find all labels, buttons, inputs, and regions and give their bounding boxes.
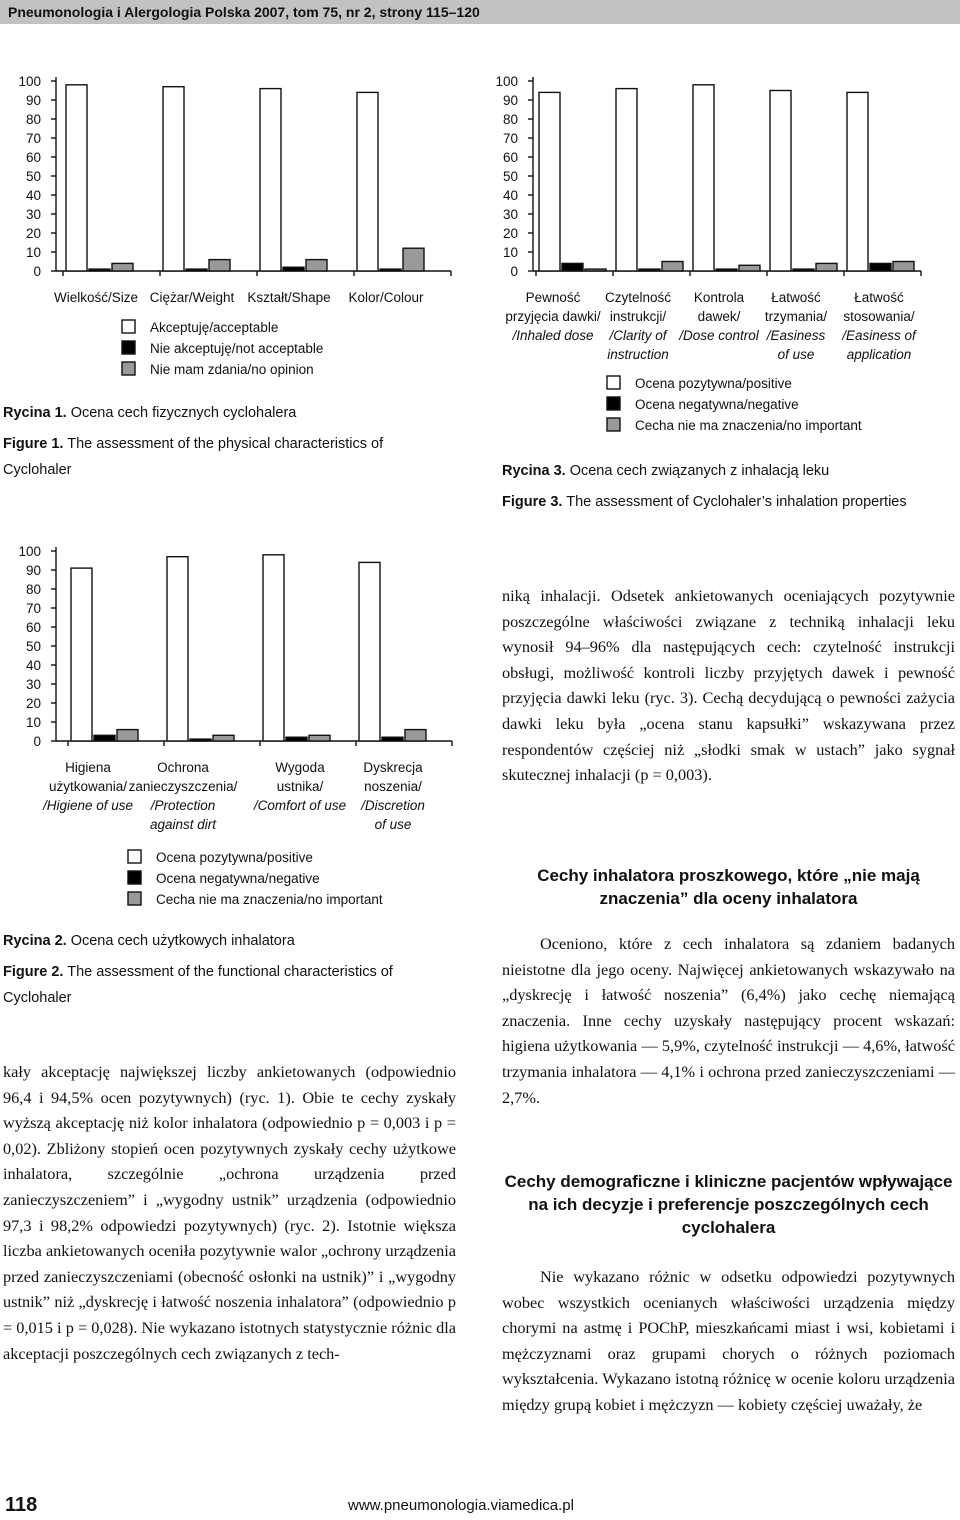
category-label: Kolor/Colour xyxy=(348,290,424,305)
legend-swatch xyxy=(122,362,135,375)
y-tick-label: 40 xyxy=(502,188,518,203)
category-label: of use xyxy=(777,347,815,362)
bar-neutral xyxy=(306,260,327,271)
category-label: /Easiness of xyxy=(842,328,916,343)
running-head: Pneumonologia i Alergologia Polska 2007, tom 75, nr 2, strony 115–120 xyxy=(0,0,960,24)
category-label: Kontrola xyxy=(693,290,745,305)
bar-neutral xyxy=(405,730,426,741)
legend-label: Ocena negatywna/negative xyxy=(635,397,799,412)
category-label: instruction xyxy=(607,347,669,362)
y-tick-label: 100 xyxy=(18,544,41,559)
bar-negative xyxy=(716,269,737,271)
bar-neutral xyxy=(117,730,138,741)
bar-positive xyxy=(616,89,637,271)
bar-negative xyxy=(382,737,403,741)
bar-negative xyxy=(639,269,660,271)
figure-3-en-title: The assessment of Cyclohaler’s inhalation properties xyxy=(566,494,907,510)
y-tick-label: 30 xyxy=(25,207,41,222)
category-label: zanieczyszczenia/ xyxy=(128,779,238,794)
bar-negative xyxy=(380,269,401,271)
bar-negative xyxy=(89,269,110,271)
y-tick-label: 30 xyxy=(502,207,518,222)
y-tick-label: 50 xyxy=(25,169,41,184)
y-tick-label: 50 xyxy=(502,169,518,184)
category-label: przyjęcia dawki/ xyxy=(505,309,601,324)
y-tick-label: 0 xyxy=(33,734,41,749)
bar-positive xyxy=(71,568,92,741)
y-tick-label: 100 xyxy=(18,74,41,89)
figure-1-en-label: Figure 1. xyxy=(3,436,64,452)
right-column-paragraph-2: Oceniono, które z cech inhalatora są zdaniem badanych nieistotne dla jego oceny. Najwięcej ankietowanych wskazywało na „dyskrecję i łatwość noszenia” (6,4%) jako cechę niemającą znaczenia. Inne cechy uzyskały następujący procent wskazań: higiena użytkowania — 5,9%, czytelność instrukcji — 4,6%, łatwość trzymania inhalatora — 4,1% i ochrona przed zanieczyszczeniami — 2,7%. xyxy=(502,934,955,1107)
figure-1-chart xyxy=(0,60,460,380)
legend-swatch xyxy=(607,397,620,410)
legend-label: Cecha nie ma znaczenia/no important xyxy=(635,418,862,433)
category-label: trzymania/ xyxy=(764,309,828,324)
bar-neutral xyxy=(816,263,837,271)
bar-neutral xyxy=(209,260,230,271)
legend-label: Ocena negatywna/negative xyxy=(156,871,320,886)
category-label: application xyxy=(846,347,912,362)
figure-2-pl-title: Ocena cech użytkowych inhalatora xyxy=(70,933,295,949)
y-tick-label: 80 xyxy=(25,112,41,127)
category-label: noszenia/ xyxy=(364,779,422,794)
figure-2-en-title: The assessment of the functional characteristics of Cyclohaler xyxy=(3,964,393,1006)
section-heading-demographic: Cechy demograficzne i kliniczne pacjentów wpływające na ich decyzje i preferencje poszczególnych cech cyclohalera xyxy=(504,1172,953,1237)
bar-neutral xyxy=(213,735,234,741)
figure-3-en-label: Figure 3. xyxy=(502,494,563,510)
footer-url: www.pneumonologia.viamedica.pl xyxy=(348,1497,574,1514)
bar-positive xyxy=(359,562,380,741)
legend-swatch xyxy=(607,376,620,389)
y-tick-label: 80 xyxy=(502,112,518,127)
legend-swatch xyxy=(607,418,620,431)
figure-1-caption xyxy=(3,400,443,483)
bar-positive xyxy=(539,92,560,271)
y-tick-label: 0 xyxy=(510,264,518,279)
figure-1-pl-title: Ocena cech fizycznych cyclohalera xyxy=(70,405,297,421)
bar-positive xyxy=(263,555,284,741)
legend-swatch xyxy=(128,850,141,863)
category-label: Kształt/Shape xyxy=(247,290,331,305)
bar-negative xyxy=(562,263,583,271)
legend-label: Akceptuję/acceptable xyxy=(150,320,279,335)
bar-negative xyxy=(190,739,211,741)
category-label: /Easiness xyxy=(766,328,826,343)
y-tick-label: 50 xyxy=(25,639,41,654)
y-tick-label: 40 xyxy=(25,188,41,203)
y-tick-label: 60 xyxy=(502,150,518,165)
category-label: /Comfort of use xyxy=(253,798,347,813)
category-label: /Clarity of xyxy=(609,328,667,343)
legend-label: Nie akceptuję/not acceptable xyxy=(150,341,324,356)
figure-3-caption xyxy=(502,458,952,515)
category-label: Wielkość/Size xyxy=(53,290,139,305)
bar-neutral xyxy=(112,263,133,271)
right-column-paragraph-3: Nie wykazano różnic w odsetku odpowiedzi pozytywnych wobec wszystkich ocenianych właściwości urządzenia między chorymi na astmę i POChP, mieszkańcami miast i wsi, kobietami i mężczyznami oraz grupami chorych o różnych poziomach wykształcenia. Wykazano istotną różnicę w ocenie koloru urządzenia między grupą kobiet i mężczyzn — kobiety częściej uważały, że xyxy=(502,1267,955,1414)
figure-3-pl-title: Ocena cech związanych z inhalacją leku xyxy=(569,463,830,479)
y-tick-label: 0 xyxy=(33,264,41,279)
category-label: /Inhaled dose xyxy=(512,328,594,343)
bar-negative xyxy=(94,735,115,741)
y-tick-label: 30 xyxy=(25,677,41,692)
y-tick-label: 10 xyxy=(502,245,518,260)
y-tick-label: 80 xyxy=(25,582,41,597)
category-label: Łatwość xyxy=(854,290,904,305)
category-label: Dyskrecja xyxy=(363,760,423,775)
figure-2-en-label: Figure 2. xyxy=(3,964,64,980)
figure-2-chart xyxy=(0,532,470,912)
category-label: Wygoda xyxy=(275,760,325,775)
bar-negative xyxy=(186,269,207,271)
y-tick-label: 40 xyxy=(25,658,41,673)
y-tick-label: 70 xyxy=(25,601,41,616)
section-heading-not-important: Cechy inhalatora proszkowego, które „nie mają znaczenia” dla oceny inhalatora xyxy=(537,866,920,908)
category-label: against dirt xyxy=(149,817,217,832)
figure-2-caption xyxy=(3,928,443,1011)
category-label: Ciężar/Weight xyxy=(149,290,235,305)
legend-label: Cecha nie ma znaczenia/no important xyxy=(156,892,383,907)
y-tick-label: 90 xyxy=(25,93,41,108)
bar-neutral xyxy=(309,735,330,741)
category-label: użytkowania/ xyxy=(48,779,128,794)
bar-positive xyxy=(847,92,868,271)
bar-positive xyxy=(357,92,378,271)
figure-1-en-title: The assessment of the physical characteristics of Cyclohaler xyxy=(3,436,384,478)
legend-label: Ocena pozytywna/positive xyxy=(635,376,792,391)
bar-neutral xyxy=(739,265,760,271)
legend-swatch xyxy=(128,871,141,884)
category-label: /Dose control xyxy=(679,328,759,343)
category-label: Czytelność xyxy=(604,290,672,305)
y-tick-label: 20 xyxy=(25,226,41,241)
category-label: Pewność xyxy=(525,290,581,305)
y-tick-label: 20 xyxy=(25,696,41,711)
figure-2-pl-label: Rycina 2. xyxy=(3,933,67,949)
bar-positive xyxy=(167,557,188,741)
category-label: /Protection xyxy=(150,798,216,813)
category-label: dawek/ xyxy=(697,309,741,324)
y-tick-label: 60 xyxy=(25,150,41,165)
y-tick-label: 100 xyxy=(495,74,518,89)
figure-3-chart xyxy=(495,60,960,440)
figure-3-pl-label: Rycina 3. xyxy=(502,463,566,479)
y-tick-label: 90 xyxy=(25,563,41,578)
bar-neutral xyxy=(893,262,914,272)
category-label: instrukcji/ xyxy=(609,309,667,324)
y-tick-label: 60 xyxy=(25,620,41,635)
legend-swatch xyxy=(128,892,141,905)
bar-positive xyxy=(770,91,791,272)
bar-negative xyxy=(793,269,814,271)
legend-swatch xyxy=(122,341,135,354)
y-tick-label: 10 xyxy=(25,245,41,260)
y-tick-label: 70 xyxy=(502,131,518,146)
category-label: Higiena xyxy=(65,760,111,775)
figure-1-pl-label: Rycina 1. xyxy=(3,405,67,421)
category-label: Łatwość xyxy=(771,290,821,305)
bar-neutral xyxy=(403,248,424,271)
category-label: stosowania/ xyxy=(843,309,915,324)
page-number: 118 xyxy=(5,1494,38,1516)
legend-swatch xyxy=(122,320,135,333)
legend-label: Nie mam zdania/no opinion xyxy=(150,362,314,377)
bar-positive xyxy=(66,85,87,271)
category-label: ustnika/ xyxy=(276,779,324,794)
category-label: of use xyxy=(374,817,412,832)
legend-label: Ocena pozytywna/positive xyxy=(156,850,313,865)
y-tick-label: 10 xyxy=(25,715,41,730)
bar-positive xyxy=(260,89,281,271)
bar-negative xyxy=(870,263,891,271)
category-label: /Higiene of use xyxy=(42,798,134,813)
bar-positive xyxy=(163,87,184,271)
bar-negative xyxy=(283,267,304,271)
bar-neutral xyxy=(585,269,606,271)
bar-neutral xyxy=(662,262,683,272)
right-column-paragraph-1: niką inhalacji. Odsetek ankietowanych oceniających pozytywnie poszczególne właściwości związane z techniką inhalacji leku wynosił 94–96% dla następujących cech: czytelność instrukcji obsługi, możliwość kontroli liczby przyjętych dawek i pewność przyjęcia dawki leku (ryc. 3). Cechą decydującą o pewności zażycia dawki leku była „ocena stanu kapsułki” wskazywana przez respondentów częściej niż „słodki smak w ustach” jako sygnał skutecznej inhalacji (p = 0,003). xyxy=(502,586,955,785)
bar-positive xyxy=(693,85,714,271)
y-tick-label: 20 xyxy=(502,226,518,241)
left-column-paragraph: kały akceptację największej liczby ankietowanych (odpowiednio 96,4 i 94,5% ocen pozytywnych) (ryc. 1). Obie te cechy zyskały wyższą akceptację niż kolor inhalatora (odpowiednio p = 0,003 i p = 0,02). Zbliżony stopień ocen pozytywnych zyskały cechy użytkowe inhalatora, szczególnie „ochrona urządzenia przed zanieczyszczeniem” i „wygodny ustnik” urządzenia (odpowiednio 97,3 i 98,2% odpowiedzi pozytywnych) (ryc. 2). Istotnie większa liczba ankietowanych oceniła pozytywnie walor „ochrony urządzenia przed zanieczyszczeniami (obecność osłonki na ustnik)” i „wygodny ustnik” niż „dyskrecję i łatwość noszenia inhalatora” (odpowiednio p = 0,015 i p = 0,028). Nie wykazano istotnych statystycznie różnic dla akceptacji poszczególnych cech związanych z tech- xyxy=(3,1062,456,1363)
y-tick-label: 70 xyxy=(25,131,41,146)
category-label: /Discretion xyxy=(361,798,425,813)
bar-negative xyxy=(286,737,307,741)
category-label: Ochrona xyxy=(157,760,209,775)
y-tick-label: 90 xyxy=(502,93,518,108)
